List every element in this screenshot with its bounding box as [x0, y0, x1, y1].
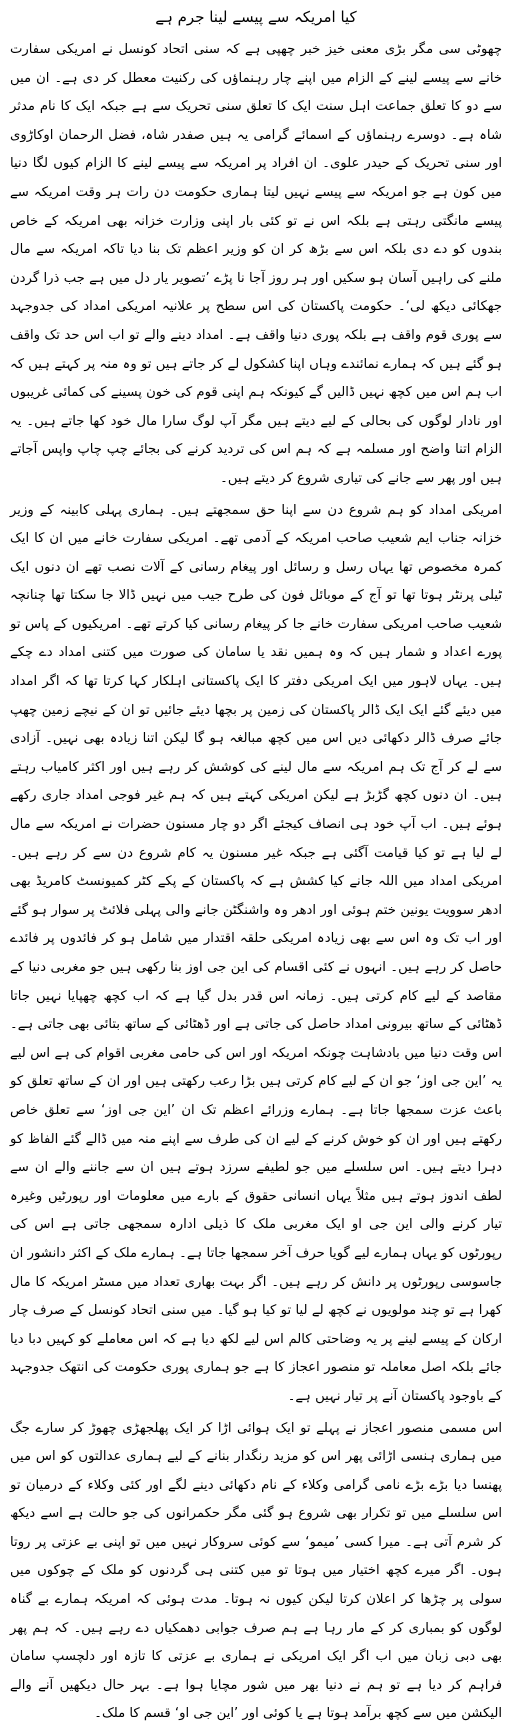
- article-paragraph: امریکی امداد کو ہم شروع دن سے اپنا حق سمجھتے ہیں۔ ہماری پہلی کابینہ کے وزیر خزانہ جناب ایم شعیب صاحب امریکہ کے آدمی تھے۔ امریکی سفارت خانے میں ان کا ایک کمرہ مخصوص تھا یہاں رسل و رسائل اور پیغام رسانی کے آلات نصب تھے ان دنوں ایک ٹیلی پرنٹر ہوتا تھا تو آج کے موبائل فون کی طرح جیب میں نہیں ڈالا جا سکتا تھا چنانچہ شعیب صاحب امریکی سفارت خانے جا کر پیغام رسانی کیا کرتے تھے۔ امریکیوں کے پاس تو پورے اعداد و شمار ہیں کہ وہ ہمیں نقد یا سامان کی صورت میں کتنی امداد دے چکے ہیں۔ یہاں لاہور میں ایک امریکی دفتر کا ایک پاکستانی اہلکار کہا کرتا تھا کہ اگر امداد میں دیئے گئے ایک ایک ڈالر پاکستان کی زمین پر بچھا دیئے جائیں تو ان کے نیچے زمین چھپ جائے صرف ڈالر دکھائی دیں اس میں کچھ مبالغہ ہو گا لیکن اتنا زیادہ بھی نہیں۔ آزادی سے لے کر آج تک ہم امریکہ سے مال لینے کی کوشش کر رہے ہیں اور اکثر کامیاب رہتے ہیں۔ ان دنوں کچھ گڑبڑ ہے لیکن امریکی کہتے ہیں کہ ہم غیر فوجی امداد جاری رکھے ہوئے ہیں۔ اب آپ خود ہی انصاف کیجئے اگر دو چار مسنون حضرات نے امریکہ سے مال لے لیا ہے تو کیا قیامت آگئی ہے جبکہ غیر مسنون یہ کام شروع دن سے کر رہے ہیں۔ امریکی امداد میں اللہ جانے کیا کشش ہے کہ پاکستان کے پکے کٹر کمیونسٹ کامریڈ بھی ادھر سوویت یونین ختم ہوئی اور ادھر وہ واشنگٹن جانے والی پہلی فلائٹ پر سوار ہو گئے اور اب تک وہ اس سے بھی زیادہ امریکی حلقہ اقتدار میں شامل ہو کر فائدوں پر فائدے حاصل کر رہے ہیں۔ انہوں نے کئی اقسام کی این جی اوز بنا رکھی ہیں جو مغربی دنیا کے مقاصد کے لیے کام کرتی ہیں۔ زمانہ اس قدر بدل گیا ہے کہ اب کچھ چھپایا نہیں جاتا ڈھٹائی کے ساتھ بیرونی امداد حاصل کی جاتی ہے اور ڈھٹائی کے ساتھ بتائی بھی جاتی ہے۔ اس وقت دنیا میں بادشاہت چونکہ امریکہ اور اس کی حامی مغربی اقوام کی ہے اس لیے یہ ’این جی اوز‘ جو ان کے لیے کام کرتی ہیں بڑا رعب رکھتی ہیں اور ان کے ساتھ تعلق کو باعث عزت سمجھا جاتا ہے۔ ہمارے وزرائے اعظم تک ان ’این جی اوز‘ سے تعلق خاص رکھتے ہیں اور ان کو خوش کرنے کے لیے ان کی طرف سے اپنے منہ میں ڈالے گئے الفاظ کو دہرا دیتے ہیں۔ اس سلسلے میں جو لطیفے سرزد ہوتے ہیں ان سے جاننے والے ان سے لطف اندوز ہوتے ہیں مثلاً یہاں انسانی حقوق کے بارے میں معلومات اور رپورٹیں وغیرہ تیار کرنے والی این جی او ایک مغربی ملک کا ذیلی ادارہ سمجھی جاتی ہے اس کی رپورٹوں کو یہاں ہمارے لیے گویا حرف آخر سمجھا جاتا ہے۔ ہمارے ملک کے اکثر دانشور ان جاسوسی رپورٹوں پر دانش کر رہے ہیں۔ اگر بہت بھاری تعداد میں مسٹر امریکہ کا مال کھرا ہے تو چند مولویوں نے کچھ لے لیا تو کیا ہو گیا۔ میں سنی اتحاد کونسل کے صرف چار ارکان کے پیسے لینے پر یہ وضاحتی کالم اس لیے لکھ دیا ہے کہ اس معاملے کو کہیں دبا دیا جائے بلکہ اصل معاملہ تو منصور اعجاز کا ہے جو ہماری پوری حکومت کی انتھک جدوجہد کے باوجود پاکستان آنے پر تیار نہیں ہے۔: [10, 497, 502, 1412]
- article-body: [10, 36, 502, 1729]
- article-paragraph: چھوٹی سی مگر بڑی معنی خیز خبر چھپی ہے کہ سنی اتحاد کونسل نے امریکی سفارت خانے سے پیسے لینے کے الزام میں اپنے چار رہنماؤں کی رکنیت معطل کر دی ہے۔ ان میں سے دو کا تعلق جماعت اہل سنت ایک کا تعلق سنی تحریک سے ہے جبکہ ایک کا نام مدثر شاہ ہے۔ دوسرے رہنماؤں کے اسمائے گرامی یہ ہیں صفدر شاہ، فضل الرحمان اوکاڑوی اور سنی تحریک کے حیدر علوی۔ ان افراد پر امریکہ سے پیسے لینے کا الزام کیوں لگا دنیا میں کون ہے جو امریکہ سے پیسے نہیں لیتا ہماری حکومت دن رات ہر وقت امریکہ سے پیسے مانگتی رہتی ہے بلکہ اس نے تو کئی بار اپنی وزارت خزانہ بھی امریکہ کے خاص بندوں کو دے دی بلکہ اس سے بڑھ کر ان کو وزیر اعظم تک بنا دیا تاکہ امریکہ سے مال ملنے کی راہیں آسان ہو سکیں اور ہر روز آجا نا پڑے ’تصویر یار دل میں ہے جب ذرا گردن جھکائی دیکھ لی‘۔ حکومت پاکستان کی اس سطح پر علانیہ امریکی امداد کی جدوجہد سے پوری قوم واقف ہے بلکہ پوری دنیا واقف ہے۔ امداد دینے والے تو اب اس حد تک واقف ہو گئے ہیں کہ ہمارے نمائندے وہاں اپنا کشکول لے کر جاتے ہیں تو وہ منہ پر کہتے ہیں کہ اب ہم اس میں کچھ نہیں ڈالیں گے کیونکہ ہم اپنی قوم کی خون پسینے کی کمائی غریبوں اور نادار لوگوں کی بحالی کے لیے دیتے ہیں مگر آپ لوگ سارا مال خود کھا جاتے ہیں۔ یہ الزام اتنا واضح اور مسلمہ ہے کہ ہم اس کی تردید کرنے کی بجائے چپ چاپ واپس آجاتے ہیں اور پھر سے جانے کی تیاری شروع کر دیتے ہیں۔: [10, 36, 502, 494]
- article-title: کیا امریکہ سے پیسے لینا جرم ہے: [10, 6, 502, 32]
- article-paragraph: اس مسمی منصور اعجاز نے پہلے تو ایک ہوائی اڑا کر ایک پھلجھڑی چھوڑ کر سارے جگ میں ہماری ہنسی اڑائی پھر اس کو مزید رنگدار بنانے کے لیے ہماری عدالتوں کو اس میں پھنسا دیا بڑے بڑے نامی گرامی وکلاء کے نام دکھائی دینے لگے اور کئی وکلاء کے درمیان تو اس سلسلے میں تو تکرار بھی شروع ہو گئی مگر حکمرانوں کی جو حالت ہے اسے دیکھ کر شرم آتی ہے۔ میرا کسی ’میمو‘ سے کوئی سروکار نہیں میں تو اپنی بے عزتی پر روتا ہوں۔ اگر میرے کچھ اختیار میں ہوتا تو میں کتنی ہی گردنوں کو ملک کے چوکوں میں سولی پر چڑھا کر اعلان کرتا لیکن کیوں نہ ہوتا۔ مدت ہوئی کہ امریکہ ہمارے بے گناہ لوگوں کو بمباری کر کے مار رہا ہے ہم صرف جوابی دھمکیاں دے رہے ہیں۔ کہ ہم پھر بھی دبی زبان میں اب اگر ایک امریکی نے ہماری بے عزتی کا تازہ اور دلچسپ سامان فراہم کر دیا ہے تو ہم نے دنیا بھر میں شور مچایا ہوا ہے۔ بہر حال دیکھیں آنے والے الیکشن میں سے کچھ برآمد ہوتا ہے یا کوئی اور ’این جی او‘ قسم کا ملک۔: [10, 1415, 502, 1729]
